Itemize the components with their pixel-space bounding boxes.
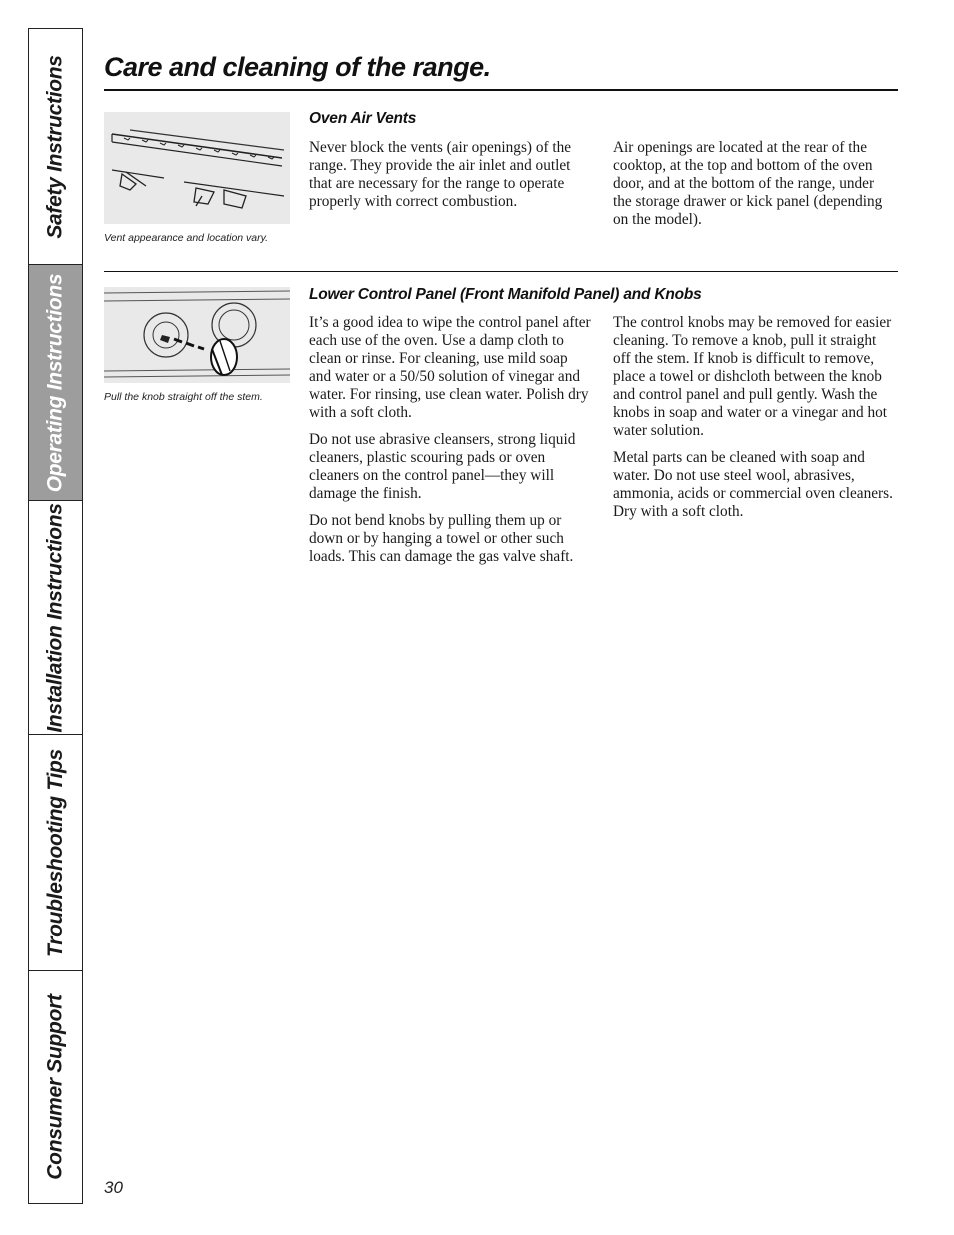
tab-consumer-support[interactable]: Consumer Support — [43, 994, 67, 1180]
control-panel-column-2 — [613, 314, 896, 530]
paragraph: Do not bend knobs by pulling them up or down or by hanging a towel or other such loads. This can damage the gas valve shaft. — [309, 512, 574, 565]
side-tabs — [28, 28, 83, 1204]
vent-caption: Vent appearance and location vary. — [104, 232, 269, 244]
knob-illustration — [104, 287, 290, 383]
section-divider — [104, 271, 898, 272]
paragraph: Metal parts can be cleaned with soap and water. Do not use steel wool, abrasives, ammonia, acids or commercial oven cleaners. Dry with a soft cloth. — [613, 449, 893, 520]
control-panel-column-1 — [309, 314, 592, 575]
page-number: 30 — [104, 1178, 123, 1197]
section-heading-lower-control-panel: Lower Control Panel (Front Manifold Panel) and Knobs — [309, 286, 702, 303]
oven-vents-column-2 — [613, 139, 896, 238]
tab-troubleshooting-tips[interactable]: Troubleshooting Tips — [29, 735, 82, 971]
tab-safety-instructions[interactable]: Safety Instructions — [29, 29, 82, 265]
paragraph: Air openings are located at the rear of the cooktop, at the top and bottom of the oven door, and at the bottom of the range, under the storage drawer or kick panel (depending on the model). — [613, 139, 883, 228]
vent-illustration — [104, 112, 290, 224]
paragraph: Do not use abrasive cleansers, strong liquid cleaners, plastic scouring pads or oven cleaners on the control panel—they will damage the finish. — [309, 431, 576, 502]
oven-vents-column-1 — [309, 139, 592, 220]
title-divider — [104, 89, 898, 91]
knob-caption: Pull the knob straight off the stem. — [104, 391, 263, 403]
section-heading-oven-air-vents: Oven Air Vents — [309, 110, 417, 127]
tab-operating-instructions[interactable]: Operating Instructions — [29, 265, 82, 501]
paragraph: Never block the vents (air openings) of the range. They provide the air inlet and outlet that are necessary for the range to operate properly with correct combustion. — [309, 139, 572, 210]
paragraph: The control knobs may be removed for easier cleaning. To remove a knob, pull it straight off the stem. If knob is difficult to remove, place a towel or dishcloth between the knob and control panel and pull gently. Wash the knobs in soap and water or a vinegar and hot water solution. — [613, 314, 892, 439]
page-title: Care and cleaning of the range. — [104, 52, 491, 82]
tab-installation-instructions[interactable]: Installation Instructions — [29, 501, 82, 735]
paragraph: It’s a good idea to wipe the control panel after each use of the oven. Use a damp cloth to clean or rinse. For cleaning, use mild soap and water or a 50/50 solution of vinegar and water. For rinsing, use clean water. Polish dry with a soft cloth. — [309, 314, 591, 421]
